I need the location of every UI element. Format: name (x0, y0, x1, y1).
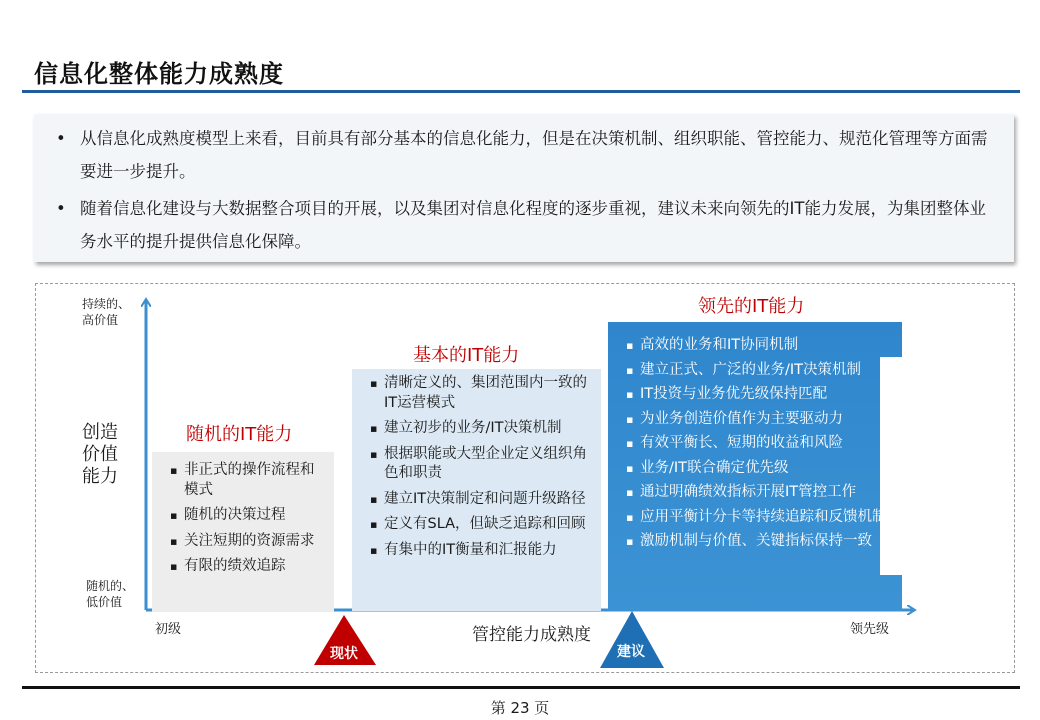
y-axis-bottom-label (86, 578, 134, 610)
summary-point: • 从信息化成熟度模型上来看，目前具有部分基本的信息化能力，但是在决策机制、组织职能、管控能力、规范化管理等方面需要进一步提升。 (54, 122, 994, 188)
y-top-line: 高价值 (82, 313, 119, 327)
leading-item: ▪ IT投资与业务优先级保持匹配 (626, 385, 894, 405)
y-axis-title (82, 422, 118, 488)
leading-item: ▪ 业务/IT联合确定优先级 (626, 459, 894, 479)
y-title-line: 价值 (82, 444, 118, 465)
basic-item: ▪ 建立初步的业务/IT决策机制 (370, 419, 593, 439)
leading-item: ▪ 为业务创造价值作为主要驱动力 (626, 410, 894, 430)
basic-capability-title: 基本的IT能力 (413, 345, 520, 366)
basic-item: ▪ 建立IT决策制定和问题升级路径 (370, 490, 593, 510)
leading-capability-box (606, 322, 902, 612)
page-title: 信息化整体能力成熟度 (34, 60, 284, 88)
leading-item: ▪ 通过明确绩效指标开展IT管控工作 (626, 483, 894, 503)
leading-item: ▪ 高效的业务和IT协同机制 (626, 336, 894, 356)
leading-item: ▪ 激励机制与价值、关键指标保持一致 (626, 532, 894, 552)
basic-capability-box (352, 369, 601, 611)
basic-item: ▪ 根据职能或大型企业定义组织角色和职责 (370, 445, 593, 484)
suggested-marker-label: 建议 (617, 644, 645, 660)
leading-item: ▪ 有效平衡长、短期的收益和风险 (626, 434, 894, 454)
basic-item: ▪ 定义有SLA，但缺乏追踪和回顾 (370, 515, 593, 535)
random-item: ▪ 非正式的操作流程和模式 (170, 461, 326, 500)
summary-point: • 随着信息化建设与大数据整合项目的开展，以及集团对信息化程度的逐步重视，建议未来向领先的IT能力发展，为集团整体业务水平的提升提供信息化保障。 (54, 192, 994, 258)
random-capability-box (152, 452, 334, 612)
leading-item: ▪ 建立正式、广泛的业务/IT决策机制 (626, 361, 894, 381)
random-item: ▪ 关注短期的资源需求 (170, 532, 326, 552)
x-axis-start-label: 初级 (155, 622, 182, 637)
x-axis-title: 管控能力成熟度 (472, 625, 591, 645)
random-capability-title: 随机的IT能力 (186, 424, 293, 445)
y-title-line: 创造 (82, 422, 118, 443)
x-axis-end-label: 领先级 (850, 622, 890, 637)
leading-capability-title: 领先的IT能力 (698, 296, 805, 317)
y-bottom-line: 低价值 (86, 595, 123, 609)
footer-divider (22, 686, 1020, 689)
y-bottom-line: 随机的、 (86, 579, 135, 593)
y-title-line: 能力 (82, 466, 118, 487)
current-marker-label: 现状 (330, 646, 358, 662)
y-top-line: 持续的、 (82, 297, 131, 311)
basic-item: ▪ 清晰定义的、集团范围内一致的IT运营模式 (370, 374, 593, 413)
leading-item: ▪ 应用平衡计分卡等持续追踪和反馈机制 (626, 508, 894, 528)
basic-item: ▪ 有集中的IT衡量和汇报能力 (370, 541, 593, 561)
random-item: ▪ 随机的决策过程 (170, 506, 326, 526)
page-number: 第 23 页 (490, 699, 550, 717)
random-item: ▪ 有限的绩效追踪 (170, 557, 326, 577)
y-axis-top-label (82, 296, 130, 328)
